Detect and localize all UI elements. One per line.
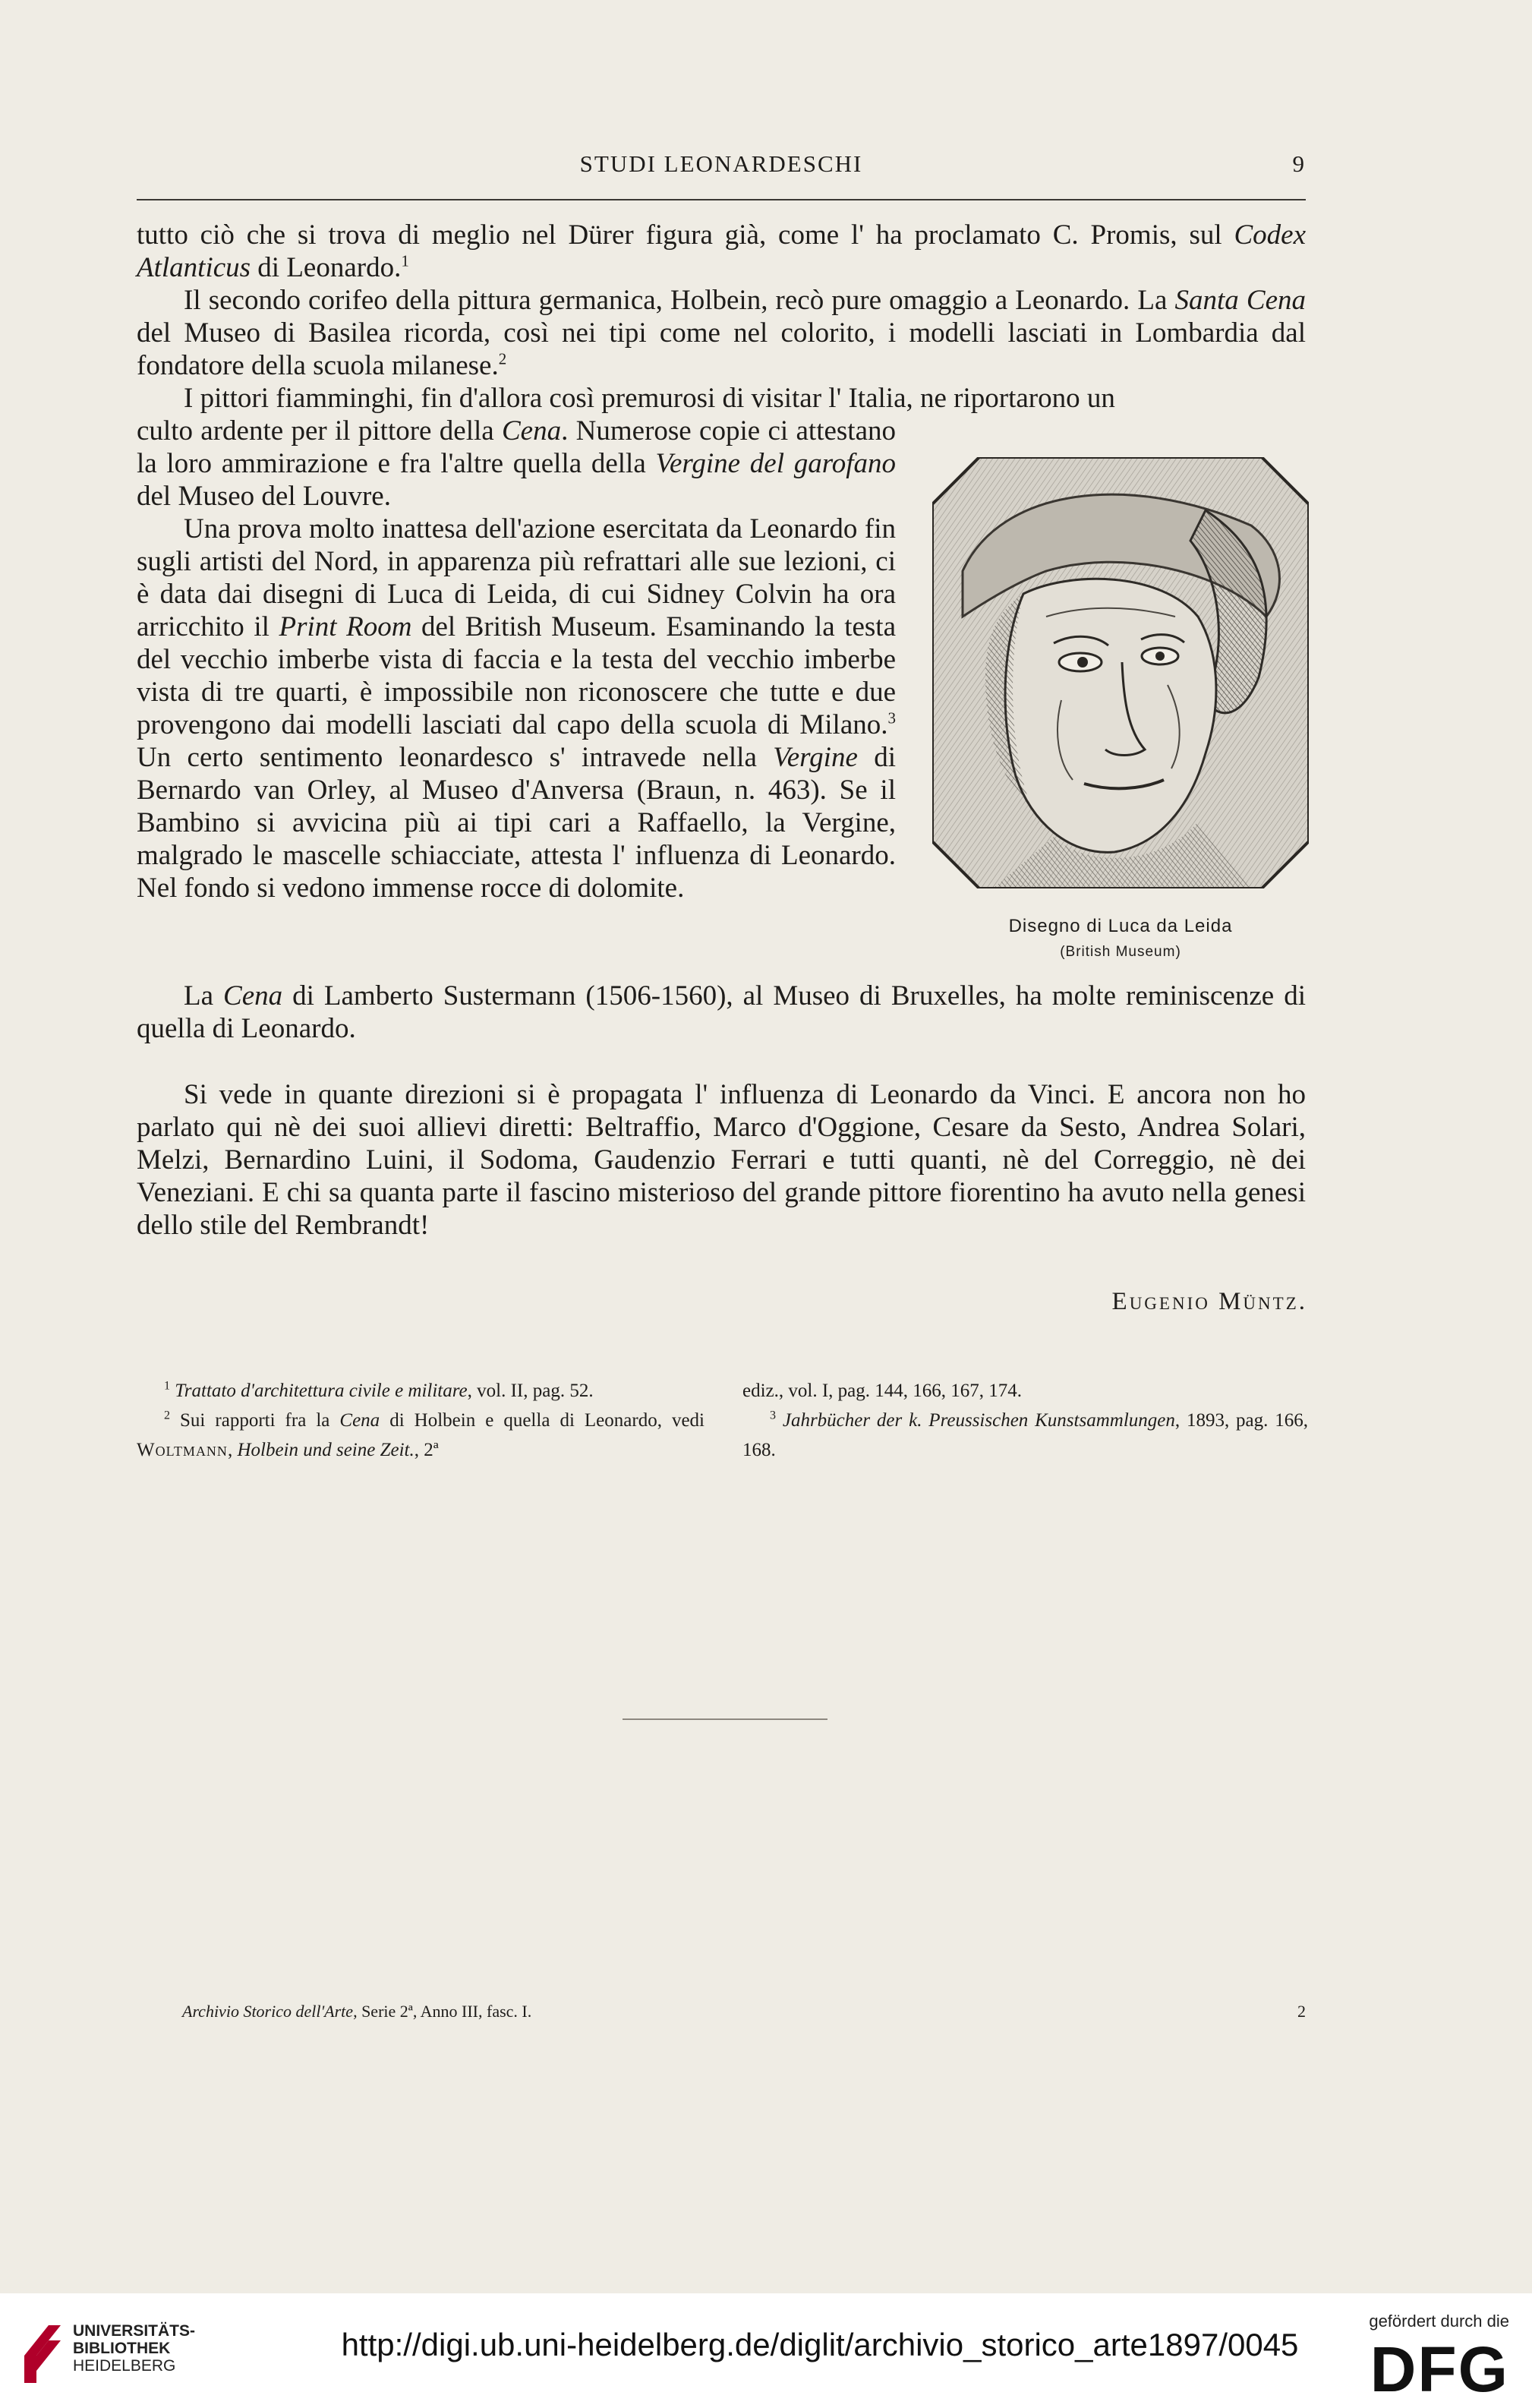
figure-drawing	[932, 457, 1309, 888]
p2-italic-santa-cena: Santa Cena	[1174, 285, 1306, 316]
footnote-2-italic-cena: Cena	[339, 1410, 380, 1431]
p3-text-first-line: I pittori fiamminghi, fin d'allora così premurosi di visitar l' Italia, ne riportarono un	[184, 383, 1115, 414]
show-through-rule	[623, 1718, 827, 1720]
figure-credit: (British Museum)	[1060, 944, 1181, 960]
footnote-1-title: Trattato d'architettura civile e militare	[175, 1381, 468, 1401]
library-line-1: UNIVERSITÄTS-	[73, 2322, 196, 2340]
p1-text-a: tutto ciò che si trova di meglio nel Dürer figura già, come l' ha proclamato C. Promis, sul	[137, 219, 1234, 251]
header-rule	[137, 199, 1306, 200]
journal-title: Archivio Storico dell'Arte	[182, 2002, 354, 2021]
p1-text-b: di Leonardo.	[251, 252, 402, 283]
old-man-head-drawing-icon	[932, 457, 1309, 888]
library-line-3: HEIDELBERG	[73, 2357, 176, 2375]
footnote-2	[137, 1406, 705, 1465]
footnote-2-text-a: Sui rapporti fra la	[180, 1410, 340, 1431]
p4-text-d: di Bernardo van Orley, al Museo d'Anversa (Braun, n. 463). Se il Bambino si avvicina più ai tipi cari a Raffaello, la Vergine, malgrado le mascelle schiacciate, attesta l' influenza di Leonardo. Nel fondo si vedono immense rocce di dolomite.	[137, 742, 896, 904]
footnotes-left-column	[137, 1376, 705, 1465]
footnote-3-mark: 3	[770, 1409, 776, 1422]
paragraph-2	[137, 284, 1306, 382]
running-head	[137, 150, 1306, 188]
p2-text-a: Il secondo corifeo della pittura germanica, Holbein, recò pure omaggio a Leonardo. La	[184, 285, 1175, 316]
p3-italic-cena: Cena	[502, 415, 562, 447]
signature-mark: 2	[1297, 2002, 1306, 2021]
footnote-2-comma: ,	[227, 1440, 238, 1460]
p5-italic-cena: Cena	[223, 980, 283, 1011]
p6-text: Si vede in quante direzioni si è propagata l' influenza di Leonardo da Vinci. E ancora non ho parlato qui nè dei suoi allievi diretti: Beltraffio, Marco d'Oggione, Cesare da Sesto, Andrea Solari, Melzi, Bernardino Luini, il Sodoma, Gaudenzio Ferrari e tutti quanti, nè del Correggio, nè dei Veneziani. E chi sa quanta parte il fascino misterioso del grande pittore fiorentino ha avuto nella genesi dello stile del Rembrandt!	[137, 1079, 1306, 1241]
footnote-1	[137, 1376, 705, 1406]
footnote-3	[742, 1406, 1308, 1465]
journal-reference	[182, 2002, 531, 2021]
footnote-2-continued: ediz., vol. I, pag. 144, 166, 167, 174.	[742, 1381, 1023, 1401]
p2-text-b: del Museo di Basilea ricorda, così nei tipi come nel colorito, i modelli lasciati in Lombardia dal fondatore della scuola milanese.	[137, 317, 1306, 381]
footnote-2-text-b: di Holbein e quella di Leonardo, vedi	[380, 1410, 705, 1431]
journal-issue: , Serie 2ª, Anno III, fasc. I.	[353, 2002, 532, 2021]
paragraph-4	[137, 513, 896, 904]
permalink-url[interactable]: http://digi.ub.uni-heidelberg.de/diglit/archivio_storico_arte1897/0045	[341, 2327, 1299, 2362]
footnote-1-mark: 1	[164, 1379, 170, 1393]
footnote-1-text: , vol. II, pag. 52.	[467, 1381, 594, 1401]
dfg-logo[interactable]: DFG	[1370, 2334, 1509, 2405]
footnotes-right-column	[742, 1376, 1308, 1465]
footnote-3-title: Jahrbücher der k. Preussischen Kunstsammlungen	[782, 1410, 1175, 1431]
p4-text-c: Un certo sentimento leonardesco s' intravede nella	[137, 742, 774, 773]
library-line-2: BIBLIOTHEK	[73, 2340, 171, 2357]
p4-italic-print-room: Print Room	[279, 611, 412, 642]
university-library-logo-icon[interactable]	[18, 2310, 67, 2386]
footnote-3-text: , 1893, pag. 166, 168.	[742, 1410, 1308, 1460]
p3-text-b: . Numerose copie ci attestano la loro ammirazione e fra l'altre quella della	[137, 415, 896, 479]
figure-caption: Disegno di Luca da Leida	[1008, 916, 1233, 936]
paragraph-3-first-line	[137, 382, 1306, 415]
university-library-name[interactable]	[73, 2322, 195, 2375]
viewer-footer	[0, 2293, 1532, 2408]
footnote-ref-1: 1	[401, 251, 409, 270]
footnote-2-edition: , 2ª	[414, 1440, 439, 1460]
p5-text-b: di Lamberto Sustermann (1506-1560), al Museo di Bruxelles, ha molte reminiscenze di quella di Leonardo.	[137, 980, 1306, 1044]
author-signature: Eugenio Müntz.	[1111, 1288, 1307, 1315]
p1-italic-codex: Codex Atlanticus	[137, 219, 1306, 283]
paragraph-5	[137, 980, 1306, 1045]
p4-text-b: del British Museum. Esaminando la testa del vecchio imberbe vista di faccia e la testa del vecchio imberbe vista di tre quarti, è impossibile non riconoscere che tutte e due provengono dai modelli lasciati dal capo della scuola di Milano.	[137, 611, 896, 740]
footnote-ref-2: 2	[498, 349, 507, 368]
footnote-ref-3: 3	[887, 709, 896, 727]
p3-italic-vergine-garofano: Vergine del garofano	[655, 448, 896, 479]
paragraph-1	[137, 219, 1306, 284]
funded-by-label: gefördert durch die	[1369, 2312, 1509, 2331]
paragraph-3-rest	[137, 415, 896, 513]
footnote-2-author: Woltmann	[137, 1440, 228, 1460]
paragraph-6	[137, 1078, 1306, 1242]
p3-text-a: culto ardente per il pittore della	[137, 415, 502, 447]
footnote-2-title: Holbein und seine Zeit.	[237, 1440, 415, 1460]
p4-italic-vergine: Vergine	[773, 742, 858, 773]
p3-text-c: del Museo del Louvre.	[137, 481, 391, 512]
footnote-2-mark: 2	[164, 1409, 170, 1422]
p5-text-a: La	[184, 980, 224, 1011]
p4-text-a: Una prova molto inattesa dell'azione esercitata da Leonardo fin sugli artisti del Nord, in apparenza più refrattari alle sue lezioni, ci è data dai disegni di Luca di Leida, di cui Sidney Colvin ha ora arricchito il	[137, 513, 896, 642]
running-title: STUDI LEONARDESCHI	[579, 150, 863, 177]
page-number: 9	[1292, 150, 1306, 177]
